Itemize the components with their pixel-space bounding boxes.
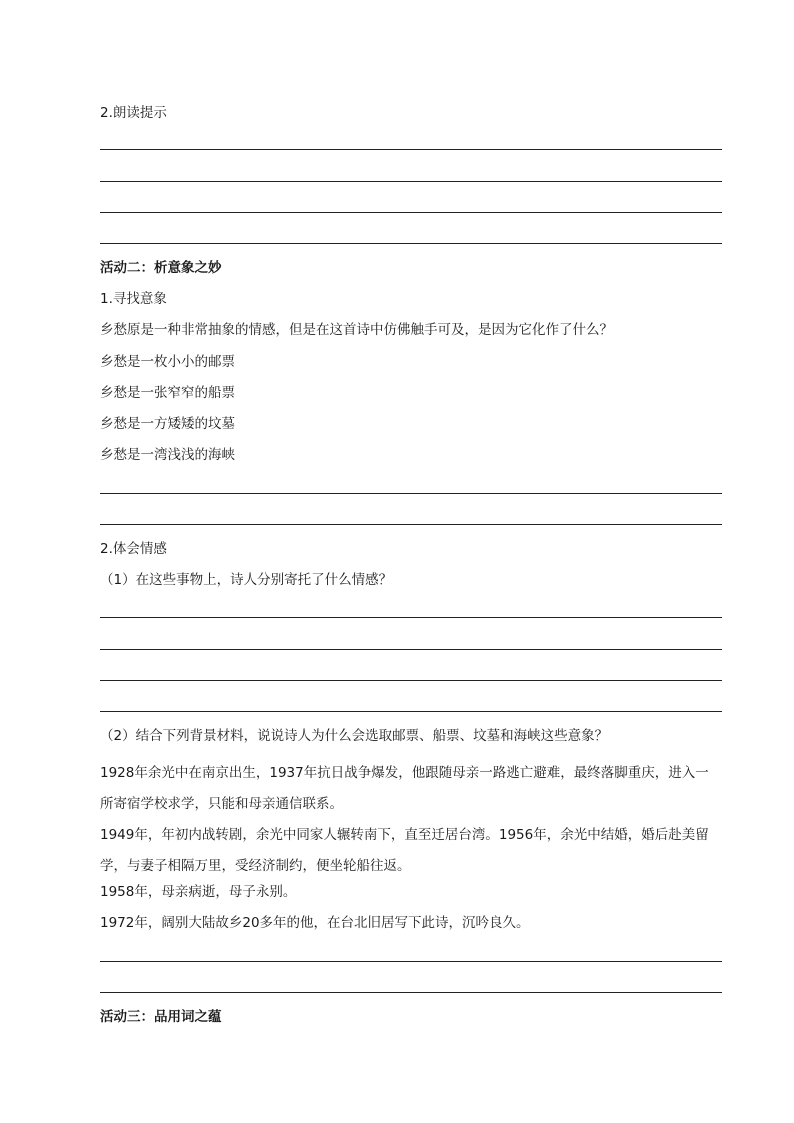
answer-line[interactable] [100,493,722,494]
background-paragraph: 1972年，阔别大陆故乡20多年的他，在台北旧居写下此诗，沉吟良久。 [100,915,530,931]
reading-tips-heading: 2.朗读提示 [100,105,167,121]
answer-line[interactable] [100,961,722,962]
emotion-question-1: （1）在这些事物上，诗人分别寄托了什么情感？ [100,572,393,588]
answer-line[interactable] [100,680,722,681]
find-imagery-heading: 1.寻找意象 [100,291,167,307]
imagery-question: 乡愁原是一种非常抽象的情感，但是在这首诗中仿佛触手可及，是因为它化作了什么？ [100,322,613,338]
poem-line: 乡愁是一湾浅浅的海峡 [100,447,235,463]
answer-line[interactable] [100,212,722,213]
answer-line[interactable] [100,617,722,618]
answer-line[interactable] [100,181,722,182]
answer-line[interactable] [100,711,722,712]
background-paragraph: 1949年，年初内战转剧，余光中同家人辗转南下，直至迁居台湾。1956年，余光中结婚，婚后赴美留学，与妻子相隔万里，受经济制约，便坐轮船往返。 [100,827,709,874]
background-paragraph: 1928年余光中在南京出生，1937年抗日战争爆发，他跟随母亲一路逃亡避难，最终落脚重庆，进入一所寄宿学校求学，只能和母亲通信联系。 [100,765,709,812]
answer-line[interactable] [100,524,722,525]
poem-line: 乡愁是一枚小小的邮票 [100,354,235,370]
answer-line[interactable] [100,649,722,650]
background-paragraph: 1958年，母亲病逝，母子永别。 [100,884,297,900]
emotion-heading: 2.体会情感 [100,541,167,557]
poem-line: 乡愁是一方矮矮的坟墓 [100,416,235,432]
emotion-question-2: （2）结合下列背景材料，说说诗人为什么会选取邮票、船票、坟墓和海峡这些意象？ [100,728,609,744]
answer-line[interactable] [100,243,722,244]
answer-line[interactable] [100,992,722,993]
activity3-title: 活动三：品用词之蕴 [100,1009,222,1025]
activity2-title: 活动二：析意象之妙 [100,260,222,276]
poem-line: 乡愁是一张窄窄的船票 [100,385,235,401]
answer-line[interactable] [100,149,722,150]
